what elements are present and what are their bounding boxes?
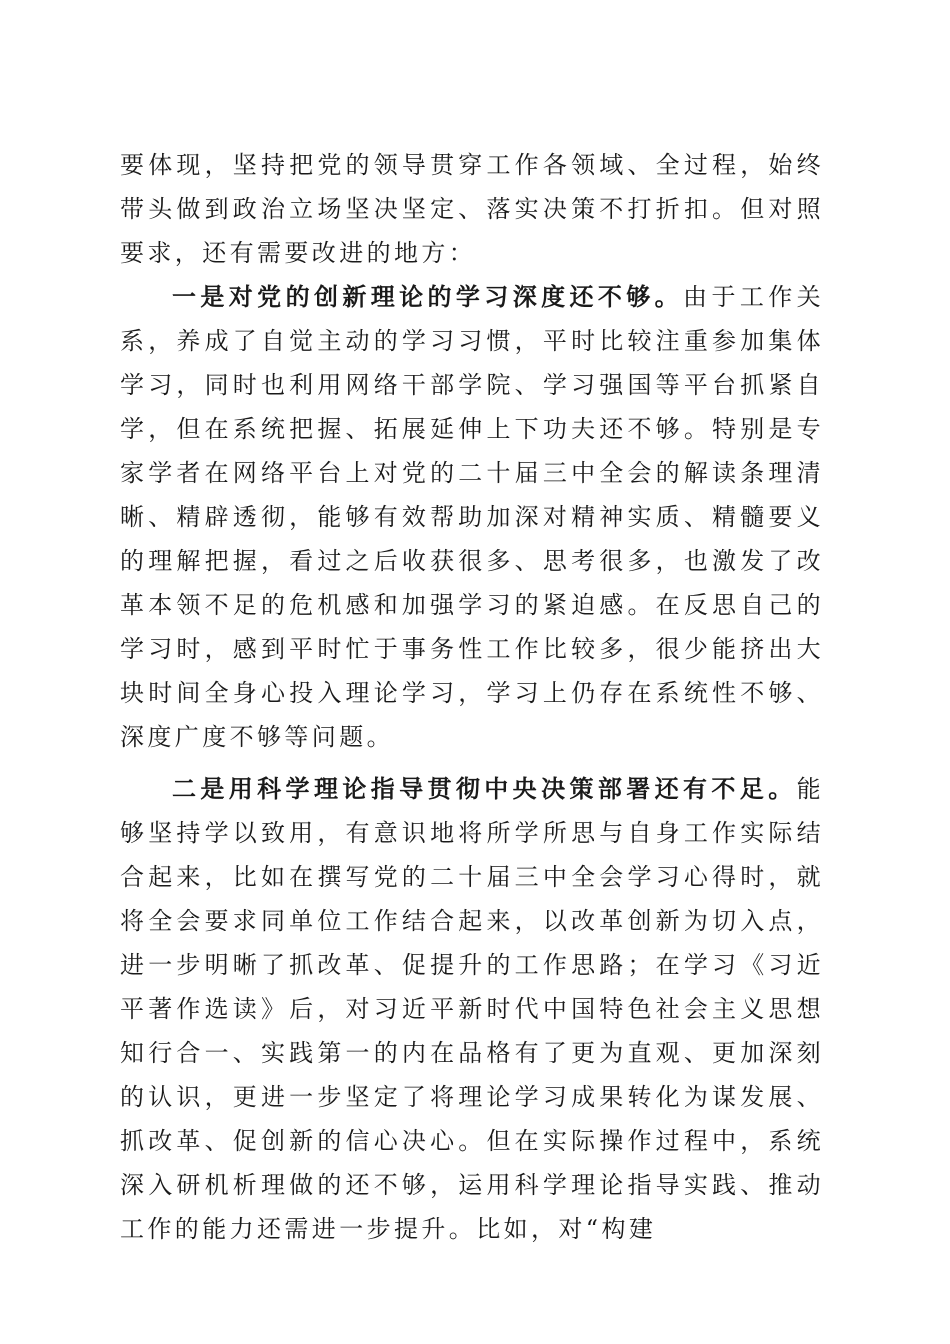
paragraph-text: 由于工作关系，养成了自觉主动的学习习惯，平时比较注重参加集体学习，同时也利用网络干部学院、学习强国等平台抓紧自学，但在系统把握、拓展延伸上下功夫还不够。特别是专家学者在网络平台上对党的二十届三中全会的解读条理清晰、精辟透彻，能够有效帮助加深对精神实质、精髓要义的理解把握，看过之后收获很多、思考很多，也激发了改革本领不足的危机感和加强学习的紧迫感。在反思自己的学习时，感到平时忙于事务性工作比较多，很少能挤出大块时间全身心投入理论学习，学习上仍存在系统性不够、深度广度不够等问题。 xyxy=(120,283,825,751)
paragraph-text: 要体现，坚持把党的领导贯穿工作各领域、全过程，始终带头做到政治立场坚决坚定、落实决策不打折扣。但对照要求，还有需要改进的地方： xyxy=(120,151,824,267)
paragraph-continuation xyxy=(120,143,824,275)
document-body xyxy=(120,143,824,1251)
paragraph-heading: 二是用科学理论指导贯彻中央决策部署还有不足。 xyxy=(172,774,797,803)
paragraph-text: 能够坚持学以致用，有意识地将所学所思与自身工作实际结合起来，比如在撰写党的二十届三中全会学习心得时，就将全会要求同单位工作结合起来，以改革创新为切入点，进一步明晰了抓改革、促提升的工作思路；在学习《习近平著作选读》后，对习近平新时代中国特色社会主义思想知行合一、实践第一的内在品格有了更为直观、更加深刻的认识，更进一步坚定了将理论学习成果转化为谋发展、抓改革、促创新的信心决心。但在实际操作过程中，系统深入研机析理做的还不够，运用科学理论指导实践、推动工作的能力还需进一步提升。比如，对“构建 xyxy=(120,775,824,1243)
paragraph-point-two xyxy=(120,767,824,1251)
paragraph-point-one xyxy=(120,275,824,759)
paragraph-heading: 一是对党的创新理论的学习深度还不够。 xyxy=(172,282,684,311)
